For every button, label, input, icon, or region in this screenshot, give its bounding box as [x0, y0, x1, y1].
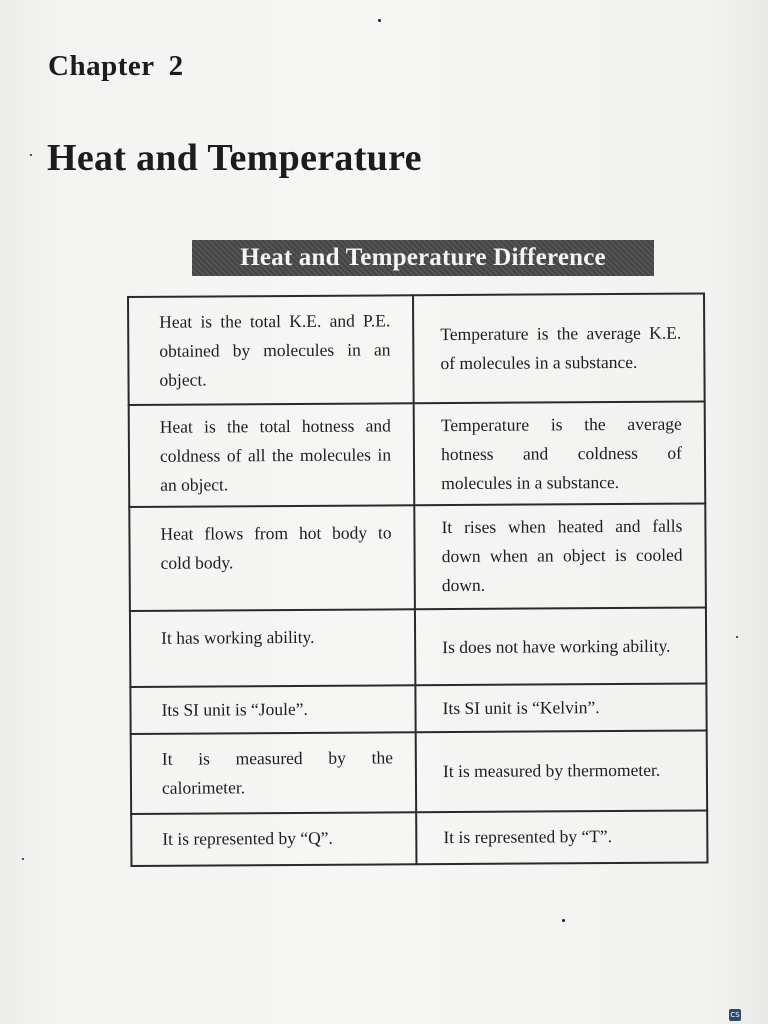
- table-row: [130, 684, 706, 734]
- heat-cell: It is measured by the calorimeter.: [131, 732, 417, 814]
- scan-speck: [30, 154, 32, 156]
- scan-speck: [22, 858, 24, 860]
- heat-cell: It has working ability.: [130, 609, 416, 687]
- heat-temperature-comparison-table: [127, 292, 708, 867]
- temperature-cell: It rises when heated and falls down when an object is cooled down.: [414, 503, 706, 609]
- table-row: [129, 402, 706, 507]
- temperature-cell: Its SI unit is “Kelvin”.: [415, 684, 706, 732]
- comparison-table-container: [127, 292, 708, 867]
- chapter-heading: [48, 50, 184, 83]
- section-banner: Heat and Temperature Difference: [192, 240, 654, 276]
- table-row: [128, 293, 705, 405]
- table-row: [130, 608, 706, 688]
- table-row: [131, 810, 707, 866]
- scan-speck: [736, 636, 738, 638]
- scan-speck: [378, 19, 381, 22]
- table-row: [131, 730, 707, 814]
- scan-speck: [562, 919, 565, 922]
- heat-cell: Its SI unit is “Joule”.: [130, 686, 415, 734]
- chapter-label: Chapter: [48, 50, 155, 82]
- temperature-cell: Temperature is the average hotness and coldness of molecules in a substance.: [414, 402, 706, 505]
- heat-cell: Heat is the total K.E. and P.E. obtained by molecules in an object.: [128, 295, 414, 405]
- heat-cell: Heat is the total hotness and coldness of all the molecules in an object.: [129, 404, 415, 507]
- temperature-cell: Temperature is the average K.E. of molecules in a substance.: [413, 293, 705, 403]
- chapter-number: 2: [168, 50, 184, 82]
- heat-cell: It is represented by “Q”.: [131, 812, 416, 866]
- temperature-cell: It is represented by “T”.: [416, 810, 707, 864]
- heat-cell: Heat flows from hot body to cold body.: [129, 505, 415, 611]
- table-row: [129, 503, 706, 611]
- temperature-cell: It is measured by thermometer.: [416, 730, 707, 812]
- camscanner-logo-icon: CS: [730, 1011, 740, 1019]
- chapter-title: Heat and Temperature: [47, 137, 422, 179]
- temperature-cell: Is does not have working ability.: [415, 608, 706, 686]
